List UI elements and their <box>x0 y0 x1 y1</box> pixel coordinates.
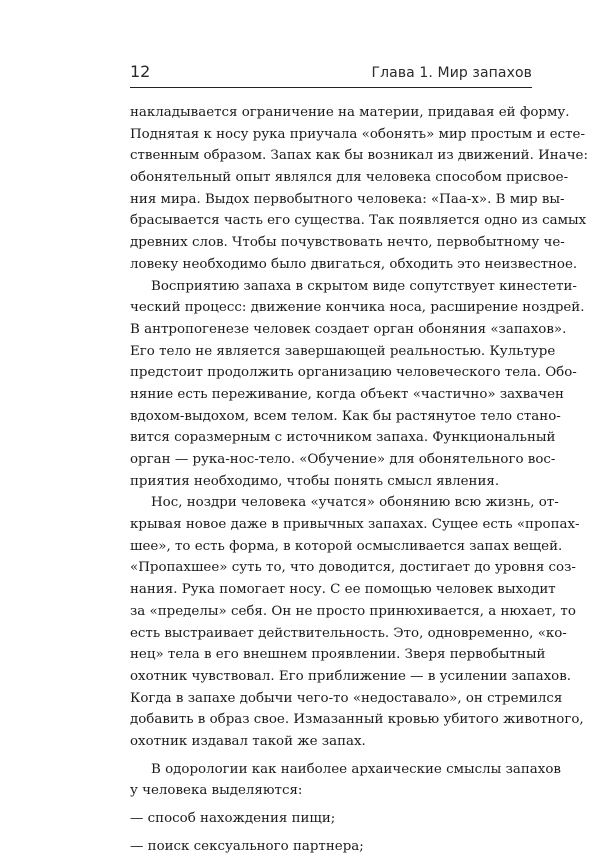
text-line: накладывается ограничение на материи, придавая ей форму. <box>130 105 570 120</box>
text-line: Поднятая к носу рука приучала «обонять» мир простым и есте- <box>130 126 585 142</box>
header-rule <box>130 87 532 88</box>
text-line: Восприятию запаха в скрытом виде сопутствует кинестети- <box>151 278 577 294</box>
text-line: вится соразмерным с источником запаха. Функциональный <box>130 430 556 446</box>
text-line: Когда в запахе добычи чего-то «недоставало», он стремился <box>130 690 563 706</box>
text-line: шее», то есть форма, в которой осмысливается запах вещей. <box>130 538 563 554</box>
text-line: Его тело не является завершающей реальностью. Культуре <box>130 343 556 359</box>
list-item: — способ нахождения пищи; <box>130 811 336 826</box>
text-line: охотник чувствовал. Его приближение — в усилении запахов. <box>130 668 571 684</box>
text-line: ственным образом. Запах как бы возникал из движений. Иначе: <box>130 148 588 164</box>
text-line: у человека выделяются: <box>130 783 303 799</box>
text-line: ческий процесс: движение кончика носа, расширение ноздрей. <box>130 300 585 316</box>
list-item: — поиск сексуального партнера; <box>130 838 364 854</box>
text-line: обонятельный опыт являлся для человека способом присвое- <box>130 170 569 186</box>
text-line: нания. Рука помогает носу. С ее помощью человек выходит <box>130 582 556 598</box>
text-line: нец» тела в его внешнем проявлении. Зверя первобытный <box>130 647 546 663</box>
text-line: няние есть переживание, когда объект «частично» захвачен <box>130 386 564 402</box>
text-line: Нос, ноздри человека «учатся» обонянию всю жизнь, от- <box>151 495 559 511</box>
text-line: «Пропахшее» суть то, что доводится, достигает до уровня соз- <box>130 560 576 576</box>
text-line: В антропогенезе человек создает орган обоняния «запахов». <box>130 321 567 337</box>
text-line: за «пределы» себя. Он не просто принюхивается, а нюхает, то <box>130 603 576 619</box>
text-line: древних слов. Чтобы почувствовать нечто, первобытному че- <box>130 235 565 251</box>
running-head <box>130 62 532 86</box>
text-line: приятия необходимо, чтобы понять смысл явления. <box>130 473 500 489</box>
chapter-title: Глава 1. Мир запахов <box>371 65 532 81</box>
text-line: ловеку необходимо было двигаться, обходить это неизвестное. <box>130 256 578 272</box>
text-line: охотник издавал такой же запах. <box>130 733 366 749</box>
text-line: брасывается часть его существа. Так появляется одно из самых <box>130 213 587 229</box>
text-line: предстоит продолжить организацию человеческого тела. Обо- <box>130 365 577 381</box>
text-line: добавить в образ свое. Измазанный кровью убитого животного, <box>130 712 584 728</box>
text-line: есть выстраивает действительность. Это, одновременно, «ко- <box>130 625 567 641</box>
page-number: 12 <box>130 62 151 81</box>
text-line: ния мира. Выдох первобытного человека: «Паа-х». В мир вы- <box>130 191 565 207</box>
text-line: В одорологии как наиболее архаические смыслы запахов <box>151 761 561 777</box>
text-line: вдохом-выдохом, всем телом. Как бы растянутое тело стано- <box>130 408 561 424</box>
body-text <box>130 102 588 857</box>
text-line: орган — рука-нос-тело. «Обучение» для обонятельного вос- <box>130 452 556 467</box>
text-line: крывая новое даже в привычных запахах. Сущее есть «пропах- <box>130 517 580 533</box>
